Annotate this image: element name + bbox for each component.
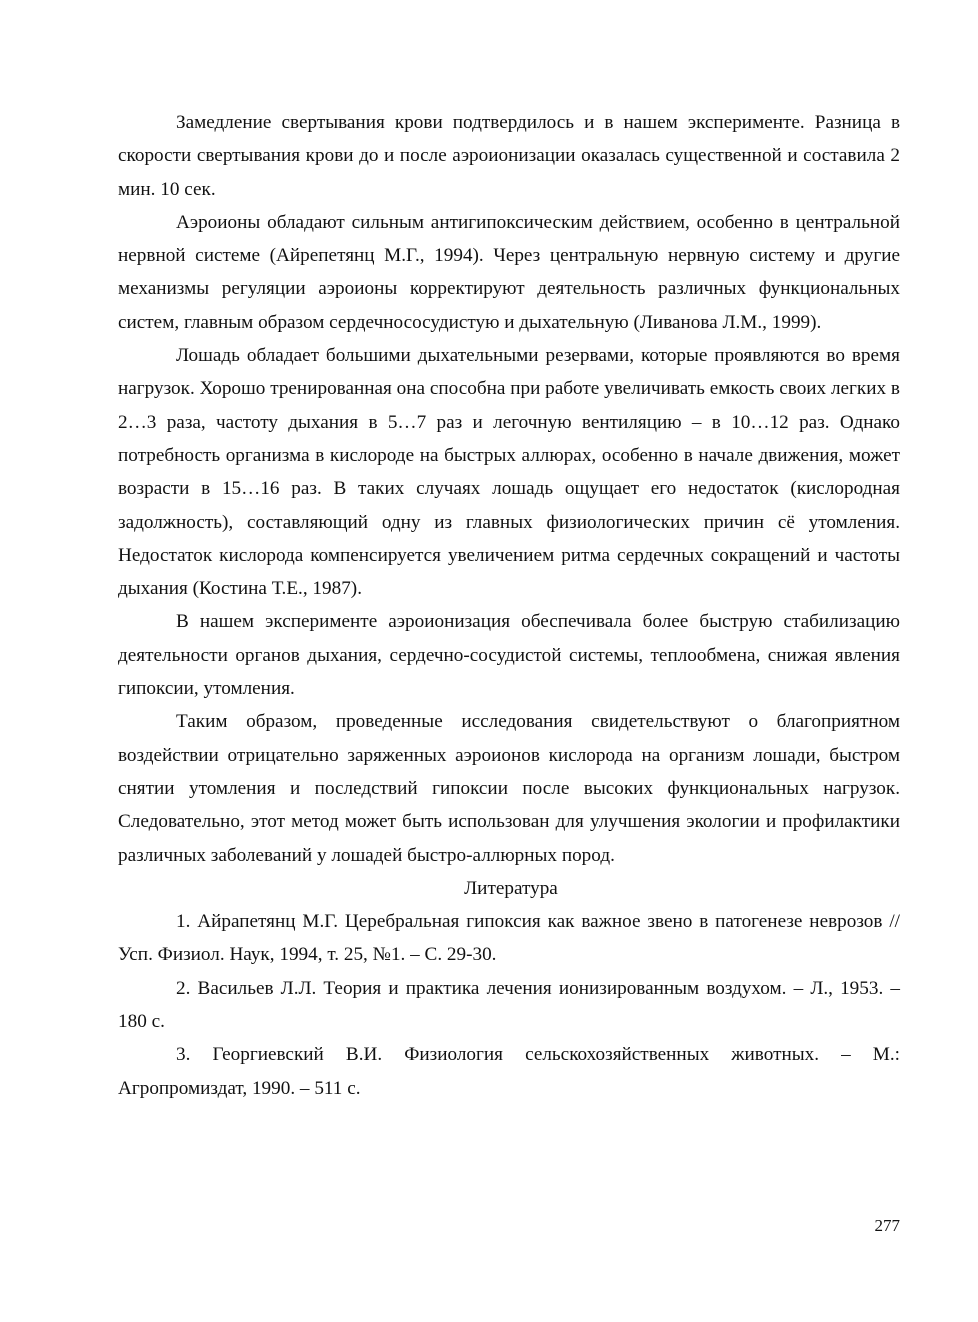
references-heading: Литература <box>464 877 558 899</box>
reference-item-1: 1. Айрапетянц М.Г. Церебральная гипоксия как важное звено в патогенезе неврозов // Усп. Физиол. Наук, 1994, т. 25, №1. – С. 29-30. <box>118 911 900 966</box>
paragraph-aeroions-action: Аэроионы обладают сильным антигипоксическим действием, особенно в центральной нервной системе (Айрепетянц М.Г., 1994). Через центральную нервную систему и другие механизмы регуляции аэроионы корректируют деятельность различных функциональных систем, главным образом сердечнососудистую и дыхательную (Ливанова Л.М., 1999). <box>118 211 900 333</box>
paragraph-horse-respiration: Лошадь обладает большими дыхательными резервами, которые проявляются во время нагрузок. Хорошо тренированная она способна при работе увеличивать емкость своих легких в 2…3 раза, частоту дыхания в 5…7 раз и легочную вентиляцию – в 10…12 раз. Однако потребность организма в кислороде на быстрых аллюрах, особенно в начале движения, может возрасти в 15…16 раз. В таких случаях лошадь ощущает его недостаток (кислородная задолжность), составляющий одну из главных физиологических причин сё утомления. Недостаток кислорода компенсируется увеличением ритма сердечных сокращений и частоты дыхания (Костина Т.Е., 1987). <box>118 345 900 600</box>
reference-item-3: 3. Георгиевский В.И. Физиология сельскохозяйственных животных. – М.: Агропромиздат, 1990. – 511 с. <box>118 1044 900 1099</box>
article-text <box>118 106 900 1105</box>
page-number: 277 <box>874 1216 900 1235</box>
paragraph-experiment-result: В нашем эксперименте аэроионизация обеспечивала более быструю стабилизацию деятельности органов дыхания, сердечно-сосудистой системы, теплообмена, снижая явления гипоксии, утомления. <box>118 611 900 700</box>
reference-item-2: 2. Васильев Л.Л. Теория и практика лечения ионизированным воздухом. – Л., 1953. – 180 с. <box>118 977 900 1033</box>
paragraph-blood-clotting: Замедление свертывания крови подтвердилось и в нашем эксперименте. Разница в скорости свертывания крови до и после аэроионизации оказалась существенной и составила 2 мин. 10 сек. <box>118 112 900 200</box>
paragraph-conclusion: Таким образом, проведенные исследования свидетельствуют о благоприятном воздействии отрицательно заряженных аэроионов кислорода на организм лошади, быстром снятии утомления и последствий гипоксии после высоких функциональных нагрузок. Следовательно, этот метод может быть использован для улучшения экологии и профилактики различных заболеваний у лошадей быстро-аллюрных пород. <box>118 711 900 866</box>
